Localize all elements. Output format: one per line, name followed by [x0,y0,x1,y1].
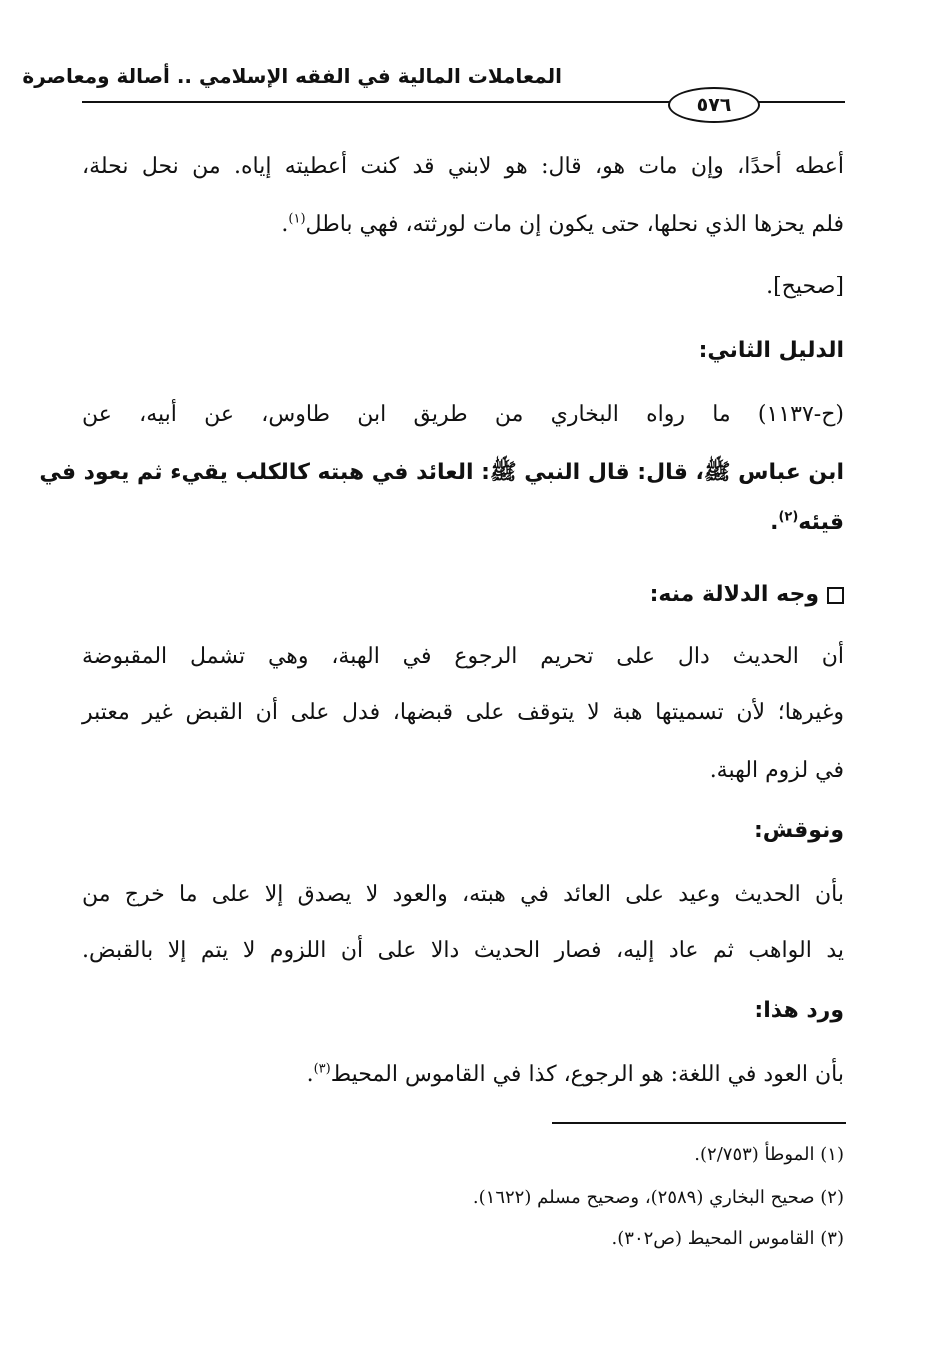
body-line-5: (ح-١١٣٧) ما رواه البخاري من طريق ابن طاوس، عن أبيه، عن [82,402,844,427]
body-line-2-text: فلم يحزها الذي نحلها، حتى يكون إن مات لورثته، فهي باطل [305,212,844,237]
body-line-10: وغيرها؛ لأن تسميتها هبة لا يتوقف على قبضها، فدل على أن القبض غير معتبر [82,700,844,725]
body-line-16 [307,1060,844,1090]
body-line-1: أعطه أحدًا، وإن مات هو، قال: هو لابني قد كنت أعطيته إياه. من نحل نحلة، [82,154,844,179]
footnote-rule [552,1122,846,1124]
subheading-indication [650,580,844,610]
footnote-ref-3: (٣) [313,1061,331,1077]
footnote-2: (٢) صحيح البخاري (٢٥٨٩)، وصحيح مسلم (١٦٢٢). [472,1187,844,1208]
body-line-7-text: قيئه [798,510,844,535]
footnote-ref-1: (١) [288,211,306,227]
subheading-objection: ونوقش: [753,818,844,843]
body-line-6: ابن عباس ﷺ، قال: قال النبي ﷺ: العائد في هبته كالكلب يقيء ثم يعود في [39,460,844,485]
body-line-9: أن الحديث دال على تحريم الرجوع في الهبة، وهي تشمل المقبوضة [82,644,844,669]
body-line-2 [281,210,844,240]
footnote-1: (١) الموطأ (٢/٧٥٣). [694,1144,844,1165]
subheading-reply: ورد هذا: [754,998,844,1023]
page-number: ٥٧٦ [668,87,760,123]
body-line-2-end: . [281,212,289,237]
body-line-7 [770,508,844,538]
square-bullet-icon [827,587,844,604]
footnote-ref-2: (٢) [778,509,799,525]
subheading-indication-text: وجه الدلالة منه: [649,582,819,607]
body-line-13: بأن الحديث وعيد على العائد في هبته، والعود لا يصدق إلا على ما خرج من [82,882,844,907]
footnote-3: (٣) القاموس المحيط (ص٣٠٢). [611,1228,844,1249]
body-line-11: في لزوم الهبة. [709,758,844,783]
section-heading-second-evidence: الدليل الثاني: [698,338,844,363]
grading: [صحيح]. [766,274,844,299]
body-line-16-end: . [306,1062,314,1087]
body-line-7-end: . [770,510,779,535]
body-line-16-text: بأن العود في اللغة: هو الرجوع، كذا في القاموس المحيط [330,1062,844,1087]
running-title: المعاملات المالية في الفقه الإسلامي .. أصالة ومعاصرة [22,64,562,88]
body-line-14: يد الواهب ثم عاد إليه، فصار الحديث دالا على أن اللزوم لا يتم إلا بالقبض. [82,938,844,963]
